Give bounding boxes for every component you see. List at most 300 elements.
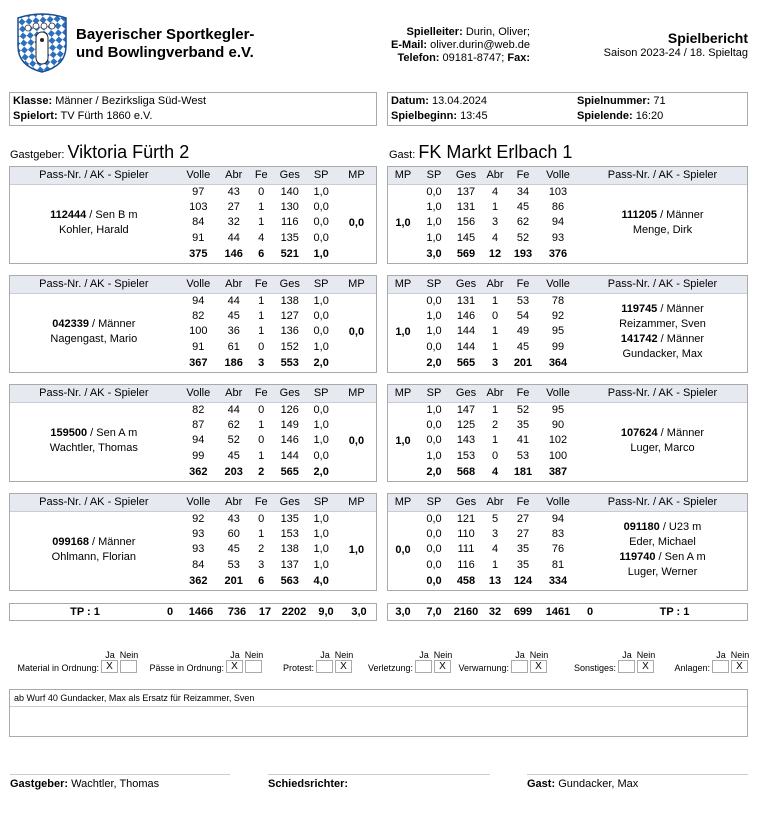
column-header: SP	[306, 494, 337, 511]
lane-value: 43	[227, 185, 240, 198]
lane-value: 0,0	[426, 559, 442, 572]
player-pass-number: 119745	[621, 303, 658, 316]
player-pass-line	[10, 426, 178, 441]
player-name: Reizammer, Sven	[619, 318, 706, 331]
lane-value: 1,0	[426, 403, 442, 416]
lane-value: 1	[491, 403, 499, 416]
lane-value: 86	[551, 200, 565, 213]
column-header: MP	[388, 494, 418, 511]
player-name: Ohlmann, Florian	[51, 551, 137, 564]
total-value: 2160	[453, 605, 479, 618]
ja-checkbox[interactable]: X	[101, 660, 118, 673]
lane-value: 116	[457, 559, 475, 572]
lane-value: 94	[192, 434, 205, 447]
lane-value: 93	[192, 543, 205, 556]
ja-label: Ja	[320, 650, 330, 660]
lane-value: 146	[456, 309, 476, 322]
nein-label: Nein	[730, 650, 750, 660]
sum-value: 146	[224, 247, 243, 260]
player-pass-line	[578, 426, 747, 441]
lane-row	[388, 402, 747, 418]
sig-away-value: Gundacker, Max	[558, 778, 639, 790]
player-cell	[10, 402, 178, 480]
nein-label: Nein	[636, 650, 656, 660]
lane-value: 149	[280, 418, 299, 431]
lane-value: 0,0	[426, 543, 442, 556]
away-team-name: FK Markt Erlbach 1	[418, 142, 573, 162]
nummer-value: 71	[653, 95, 666, 107]
lane-value: 4	[258, 232, 265, 245]
player-pass-number: 112444	[50, 209, 87, 222]
away-totals	[387, 603, 748, 621]
column-header: SP	[418, 167, 450, 184]
season-line: Saison 2023-24 / 18. Spieltag	[603, 47, 748, 59]
lane-value: 45	[227, 309, 240, 322]
lane-value: 103	[189, 200, 208, 213]
column-header-row	[388, 385, 747, 402]
lane-value: 78	[551, 294, 565, 307]
team-points: TP : 1	[70, 605, 100, 618]
lane-value: 84	[192, 559, 205, 572]
player-pass-line	[578, 208, 747, 223]
check-label: Anlagen:	[674, 663, 710, 673]
phone-label: Telefon:	[397, 52, 440, 64]
lane-value: 2	[491, 418, 499, 431]
lane-value: 1	[258, 418, 265, 431]
league-info-box	[9, 92, 377, 126]
player-pass-number: 091180	[623, 521, 660, 534]
sum-value: 4	[491, 465, 499, 478]
beginn-value: 13:45	[460, 110, 488, 122]
nein-checkbox[interactable]: X	[530, 660, 547, 673]
lane-value: 1,0	[313, 434, 329, 447]
total-value: 2202	[281, 605, 307, 618]
lane-value: 32	[227, 216, 240, 229]
player-cell	[578, 402, 747, 480]
match-point-cell: 0,0	[395, 543, 411, 556]
column-header: Fe	[508, 167, 538, 184]
spielort-label: Spielort:	[13, 110, 58, 122]
lane-value: 140	[280, 185, 299, 198]
column-header: SP	[418, 385, 450, 402]
lane-value: 0,0	[426, 185, 442, 198]
lane-value: 87	[192, 418, 205, 431]
lane-value: 0	[258, 403, 265, 416]
lane-value: 135	[280, 232, 299, 245]
sum-value: 3,0	[426, 247, 442, 260]
sig-home-value: Wachtler, Thomas	[71, 778, 160, 790]
sig-ref-line	[268, 774, 490, 775]
lane-value: 1,0	[313, 341, 329, 354]
sum-value: 565	[280, 465, 299, 478]
sum-value: 362	[189, 465, 208, 478]
column-header: Ges	[274, 385, 306, 402]
lane-value: 94	[551, 216, 565, 229]
sum-value: 2,0	[313, 356, 329, 369]
column-header: Fe	[508, 494, 538, 511]
contact-block	[330, 26, 530, 65]
lane-value: 1	[258, 325, 265, 338]
column-header: Volle	[178, 494, 219, 511]
ja-checkbox[interactable]	[712, 660, 729, 673]
column-header: MP	[388, 276, 418, 293]
lane-value: 45	[227, 543, 240, 556]
total-value: 7,0	[426, 605, 442, 618]
sig-home-line	[10, 774, 230, 775]
total-value: 9,0	[318, 605, 334, 618]
lane-value: 82	[192, 403, 205, 416]
player-name: Nagengast, Mario	[50, 333, 138, 346]
lane-value: 1,0	[313, 527, 329, 540]
ja-label: Ja	[515, 650, 525, 660]
player-pass-number: 111205	[621, 209, 658, 222]
sum-value: 364	[548, 356, 568, 369]
lane-value: 0,0	[313, 232, 329, 245]
column-header: MP	[337, 385, 376, 402]
match-point-cell: 1,0	[395, 434, 411, 447]
lane-value: 127	[280, 309, 299, 322]
nein-checkbox[interactable]: X	[731, 660, 748, 673]
ja-label: Ja	[716, 650, 726, 660]
player-age-class: / Sen A m	[87, 427, 138, 440]
signature-referee	[268, 778, 348, 790]
player-cell	[578, 184, 747, 262]
player-cell	[578, 293, 747, 371]
away-game-3	[387, 384, 748, 482]
lane-row	[10, 511, 376, 527]
column-header: Volle	[538, 276, 578, 293]
lane-value: 1,0	[313, 294, 329, 307]
lane-value: 0	[258, 434, 265, 447]
column-header: Ges	[450, 276, 482, 293]
player-cell	[10, 511, 178, 589]
lane-value: 99	[551, 341, 565, 354]
sig-home-label: Gastgeber:	[10, 778, 69, 790]
ja-label: Ja	[622, 650, 632, 660]
player-cell	[10, 184, 178, 262]
column-header: SP	[306, 385, 337, 402]
column-header: Abr	[482, 167, 508, 184]
lane-value: 61	[227, 341, 240, 354]
column-header: Volle	[178, 385, 219, 402]
player-name: Eder, Michael	[629, 536, 696, 549]
sum-value: 2,0	[426, 465, 442, 478]
nein-label: Nein	[244, 650, 264, 660]
lane-value: 92	[551, 309, 565, 322]
lane-value: 144	[456, 341, 476, 354]
ja-checkbox[interactable]: X	[226, 660, 243, 673]
player-age-class: / Männer	[657, 303, 704, 316]
player-name: Luger, Werner	[627, 566, 698, 579]
lane-value: 95	[551, 325, 565, 338]
player-age-class: / Sen B m	[86, 209, 138, 222]
report-heading	[560, 30, 748, 59]
column-header: Pass-Nr. / AK - Spieler	[578, 385, 747, 402]
sum-value: 203	[224, 465, 243, 478]
lane-value: 76	[551, 543, 565, 556]
lane-value: 91	[192, 341, 205, 354]
sum-value: 12	[488, 247, 502, 260]
sum-value: 387	[548, 465, 568, 478]
lane-value: 153	[456, 450, 476, 463]
sum-value: 362	[189, 574, 208, 587]
column-header-row	[388, 167, 747, 184]
lane-value: 97	[192, 185, 205, 198]
player-pass-number: 141742	[620, 333, 658, 346]
lane-value: 0,0	[426, 434, 442, 447]
lane-row	[10, 402, 376, 418]
signature-home	[10, 778, 159, 790]
nein-label: Nein	[433, 650, 453, 660]
total-value: 736	[227, 605, 247, 618]
lane-value: 1	[258, 216, 265, 229]
lane-value: 36	[227, 325, 240, 338]
lane-value: 1,0	[313, 512, 329, 525]
lane-value: 4	[491, 185, 499, 198]
check-label: Pässe in Ordnung:	[149, 663, 224, 673]
lane-row	[10, 184, 376, 200]
player-age-class: / Männer	[88, 318, 136, 331]
sum-value: 375	[189, 247, 208, 260]
player-name: Wachtler, Thomas	[49, 442, 138, 455]
column-header-row	[10, 385, 376, 402]
lane-value: 0	[258, 512, 265, 525]
total-value: 3,0	[395, 605, 411, 618]
total-value: 0	[166, 605, 174, 618]
team-points: TP : 1	[659, 605, 690, 618]
lane-value: 54	[516, 309, 530, 322]
lane-value: 0,0	[313, 403, 329, 416]
lane-value: 0,0	[313, 309, 329, 322]
lane-value: 103	[548, 185, 568, 198]
lane-value: 116	[280, 216, 299, 229]
lane-value: 135	[280, 512, 299, 525]
ja-label: Ja	[230, 650, 240, 660]
column-header: SP	[306, 276, 337, 293]
lane-value: 1,0	[313, 543, 329, 556]
lane-value: 45	[516, 200, 530, 213]
column-header: MP	[337, 276, 376, 293]
lane-value: 1	[258, 309, 265, 322]
lane-value: 1	[491, 434, 499, 447]
player-pass-line	[578, 332, 747, 347]
column-header: MP	[388, 385, 418, 402]
sum-value: 563	[280, 574, 299, 587]
lane-value: 99	[192, 450, 205, 463]
lane-value: 1,0	[426, 450, 442, 463]
column-header-row	[10, 276, 376, 293]
signature-away	[527, 778, 638, 790]
phone-value: 09181-8747;	[442, 52, 505, 64]
ja-label: Ja	[105, 650, 115, 660]
lane-value: 35	[516, 418, 530, 431]
nein-checkbox[interactable]: X	[335, 660, 352, 673]
klasse-label: Klasse:	[13, 95, 53, 107]
lane-value: 0,0	[426, 527, 442, 540]
total-value: 32	[488, 605, 502, 618]
nein-checkbox[interactable]: X	[434, 660, 451, 673]
leader-label: Spielleiter:	[406, 26, 463, 38]
lane-value: 5	[491, 512, 499, 525]
match-point-cell: 1,0	[395, 325, 411, 338]
player-cell	[10, 293, 178, 371]
ende-value: 16:20	[635, 110, 664, 122]
column-header: Abr	[219, 167, 249, 184]
player-cell	[578, 511, 747, 589]
player-age-class: / Männer	[657, 427, 705, 440]
player-age-class: / Männer	[657, 333, 705, 346]
lane-value: 60	[227, 527, 240, 540]
column-header: Fe	[508, 276, 538, 293]
total-value: 1461	[545, 605, 571, 618]
lane-value: 130	[280, 200, 299, 213]
sig-away-line	[527, 774, 748, 775]
sum-value: 367	[189, 356, 208, 369]
datum-value: 13.04.2024	[431, 95, 488, 107]
lane-value: 53	[516, 294, 530, 307]
lane-value: 3	[491, 527, 499, 540]
column-header: Abr	[482, 494, 508, 511]
lane-row	[10, 293, 376, 309]
lane-value: 145	[456, 232, 476, 245]
sum-value: 4,0	[313, 574, 329, 587]
lane-value: 84	[192, 216, 205, 229]
lane-value: 81	[551, 559, 565, 572]
organization-name	[76, 26, 254, 62]
nein-checkbox[interactable]: X	[637, 660, 654, 673]
lane-value: 0	[258, 185, 265, 198]
lane-value: 102	[548, 434, 568, 447]
lane-value: 0,0	[313, 200, 329, 213]
column-header: Volle	[538, 167, 578, 184]
lane-value: 136	[280, 325, 299, 338]
column-header: Fe	[508, 385, 538, 402]
home-label: Gastgeber:	[10, 149, 65, 161]
datum-label: Datum:	[391, 95, 429, 107]
spielort-value: TV Fürth 1860 e.V.	[60, 110, 153, 122]
lane-value: 0,0	[426, 341, 442, 354]
away-game-2	[387, 275, 748, 373]
sum-value: 2	[258, 465, 265, 478]
player-name: Menge, Dirk	[632, 224, 693, 237]
lane-value: 44	[227, 232, 240, 245]
sig-ref-label: Schiedsrichter:	[268, 778, 349, 790]
lane-value: 137	[280, 559, 299, 572]
column-header: Volle	[178, 276, 219, 293]
sum-value: 201	[513, 356, 533, 369]
sum-value: 376	[548, 247, 568, 260]
lane-value: 0,0	[313, 450, 329, 463]
lane-value: 53	[516, 450, 530, 463]
total-value: 3,0	[351, 605, 367, 618]
player-name: Kohler, Harald	[58, 224, 129, 237]
lane-value: 4	[491, 232, 499, 245]
lane-value: 125	[456, 418, 476, 431]
check-label: Material in Ordnung:	[17, 663, 99, 673]
sum-value: 193	[513, 247, 533, 260]
away-game-1	[387, 166, 748, 264]
away-game-4	[387, 493, 748, 591]
column-header: Ges	[274, 494, 306, 511]
lane-row	[388, 293, 747, 309]
player-pass-line	[10, 208, 178, 223]
player-pass-line	[578, 550, 747, 565]
column-header: Fe	[249, 385, 274, 402]
ende-label: Spielende:	[577, 110, 633, 122]
column-header-row	[388, 494, 747, 511]
lane-value: 1,0	[426, 200, 442, 213]
lane-value: 156	[456, 216, 476, 229]
org-line-1: Bayerischer Sportkegler-	[76, 26, 255, 43]
column-header: MP	[337, 494, 376, 511]
sum-value: 569	[456, 247, 476, 260]
column-header-row	[388, 276, 747, 293]
lane-value: 44	[227, 403, 240, 416]
lane-value: 35	[516, 559, 530, 572]
lane-value: 1,0	[313, 559, 329, 572]
lane-value: 126	[280, 403, 299, 416]
email-label: E-Mail:	[391, 39, 428, 51]
lane-value: 1	[491, 325, 499, 338]
lane-value: 35	[516, 543, 530, 556]
email-value[interactable]: oliver.durin@web.de	[430, 39, 530, 51]
sum-value: 3	[491, 356, 499, 369]
column-header: Fe	[249, 494, 274, 511]
sum-value: 553	[280, 356, 299, 369]
lane-value: 131	[456, 294, 476, 307]
column-header: Ges	[274, 167, 306, 184]
player-pass-number: 159500	[50, 427, 88, 440]
lane-value: 0	[491, 309, 499, 322]
lane-value: 49	[516, 325, 530, 338]
column-header: Volle	[538, 385, 578, 402]
column-header: SP	[306, 167, 337, 184]
federation-logo	[14, 12, 70, 74]
sum-value: 568	[456, 465, 476, 478]
column-header-row	[10, 494, 376, 511]
player-name: Luger, Marco	[630, 442, 695, 455]
home-game-2	[9, 275, 377, 373]
match-point-cell: 1,0	[348, 543, 365, 556]
sig-away-label: Gast:	[527, 778, 556, 790]
column-header: Pass-Nr. / AK - Spieler	[578, 494, 747, 511]
player-pass-number: 119740	[619, 551, 656, 564]
lane-value: 94	[192, 294, 205, 307]
sum-value: 3	[258, 356, 265, 369]
total-value: 17	[258, 605, 272, 618]
column-header: Pass-Nr. / AK - Spieler	[578, 276, 747, 293]
lane-value: 138	[280, 294, 299, 307]
lane-value: 143	[456, 434, 476, 447]
lane-value: 0,0	[313, 216, 329, 229]
sum-value: 565	[456, 356, 476, 369]
lane-value: 1	[491, 559, 499, 572]
lane-value: 1,0	[313, 418, 329, 431]
total-value: 1466	[188, 605, 214, 618]
lane-value: 91	[192, 232, 205, 245]
column-header: SP	[418, 494, 450, 511]
check-label: Verwarnung:	[458, 663, 509, 673]
player-age-class: / U23 m	[659, 521, 702, 534]
home-game-1	[9, 166, 377, 264]
column-header: SP	[418, 276, 450, 293]
sum-value: 13	[488, 574, 502, 587]
total-value: 0	[586, 605, 594, 618]
sum-value: 521	[280, 247, 299, 260]
lane-value: 1	[258, 294, 265, 307]
player-age-class: / Männer	[88, 536, 136, 549]
lane-value: 1	[258, 527, 265, 540]
